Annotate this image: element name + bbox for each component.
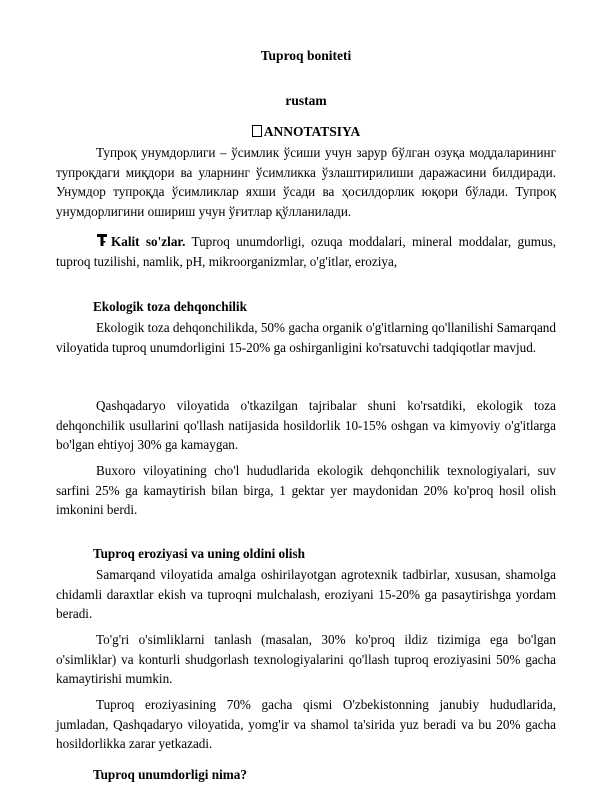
annotation-heading-row [0, 124, 612, 140]
author-name: rustam [285, 93, 327, 108]
keywords-paragraph [56, 232, 556, 271]
section-heading: Tuproq unumdorligi nima? [93, 767, 247, 782]
keywords-label: Kalit so'zlar. [111, 234, 186, 249]
section-paragraph: Tuproq eroziyasining 70% gacha qismi O'zbekistonning janubiy hududlarida, jumladan, Qashqadaryo viloyatida, yomg'ir va shamol ta'sirida yuz beradi va bu 20% gacha hosildorlikka zarar yetkazadi. [56, 697, 556, 751]
annotation-text: Тупроқ унумдорлиги – ўсимлик ўсиши учун зарур бўлган озуқа моддаларининг тупроқдаги миқдори ва уларнинг ўсимликка ўзлаштирилиши даражасини билдиради. Унумдор тупроқда ўсимликлар яхши ўсади ва ҳосилдорлик юқори бўлади. Тупроқ унумдорлигини ошириш учун ўғитлар қўлланилади. [56, 145, 556, 219]
key-icon [96, 233, 108, 247]
section-heading: Ekologik toza dehqonchilik [93, 299, 247, 314]
section-paragraph: Ekologik toza dehqonchilikda, 50% gacha organik o'g'itlarning qo'llanilishi Samarqand viloyatida tuproq unumdorligini 15-20% ga oshirganligini ko'rsatuvchi tadqiqotlar mavjud. [56, 320, 556, 355]
section-heading: Tuproq eroziyasi va uning oldini olish [93, 546, 305, 561]
document-title: Tuproq boniteti [260, 48, 352, 63]
annotation-heading: ANNOTATSIYA [263, 124, 361, 139]
section-paragraph: Qashqadaryo viloyatida o'tkazilgan tajribalar shuni ko'rsatdiki, ekologik toza dehqonchilik usullarini qo'llash natijasida hosildorlik 10-15% oshgan va kimyoviy o'g'itlarga bo'lgan ehtiyoj 30% ga kamaygan. [56, 398, 556, 452]
placeholder-box-icon [252, 125, 262, 137]
section-paragraph: To'g'ri o'simliklarni tanlash (masalan, 30% ko'proq ildiz tizimiga ega bo'lgan o'simliklar) va konturli shudgorlash texnologiyalarini qo'llash tuproq eroziyasini 50% gacha kamaytirishi mumkin. [56, 632, 556, 686]
section-paragraph: Buxoro viloyatining cho'l hududlarida ekologik dehqonchilik texnologiyalari, suv sarfini 25% ga kamaytirish bilan birga, 1 gektar yer maydonidan 20% ko'proq hosil olish imkonini berdi. [56, 463, 556, 517]
section-paragraph: Samarqand viloyatida amalga oshirilayotgan agrotexnik tadbirlar, xususan, shamolga chidamli daraxtlar ekish va tuproqni mulchalash, eroziyani 15-20% ga pasaytirishga yordam beradi. [56, 567, 556, 621]
keywords-text: Tuproq unumdorligi, ozuqa moddalari, mineral moddalar, gumus, tuproq tuzilishi, namlik, pH, mikroorganizmlar, o'g'itlar, eroziya, [56, 234, 557, 269]
